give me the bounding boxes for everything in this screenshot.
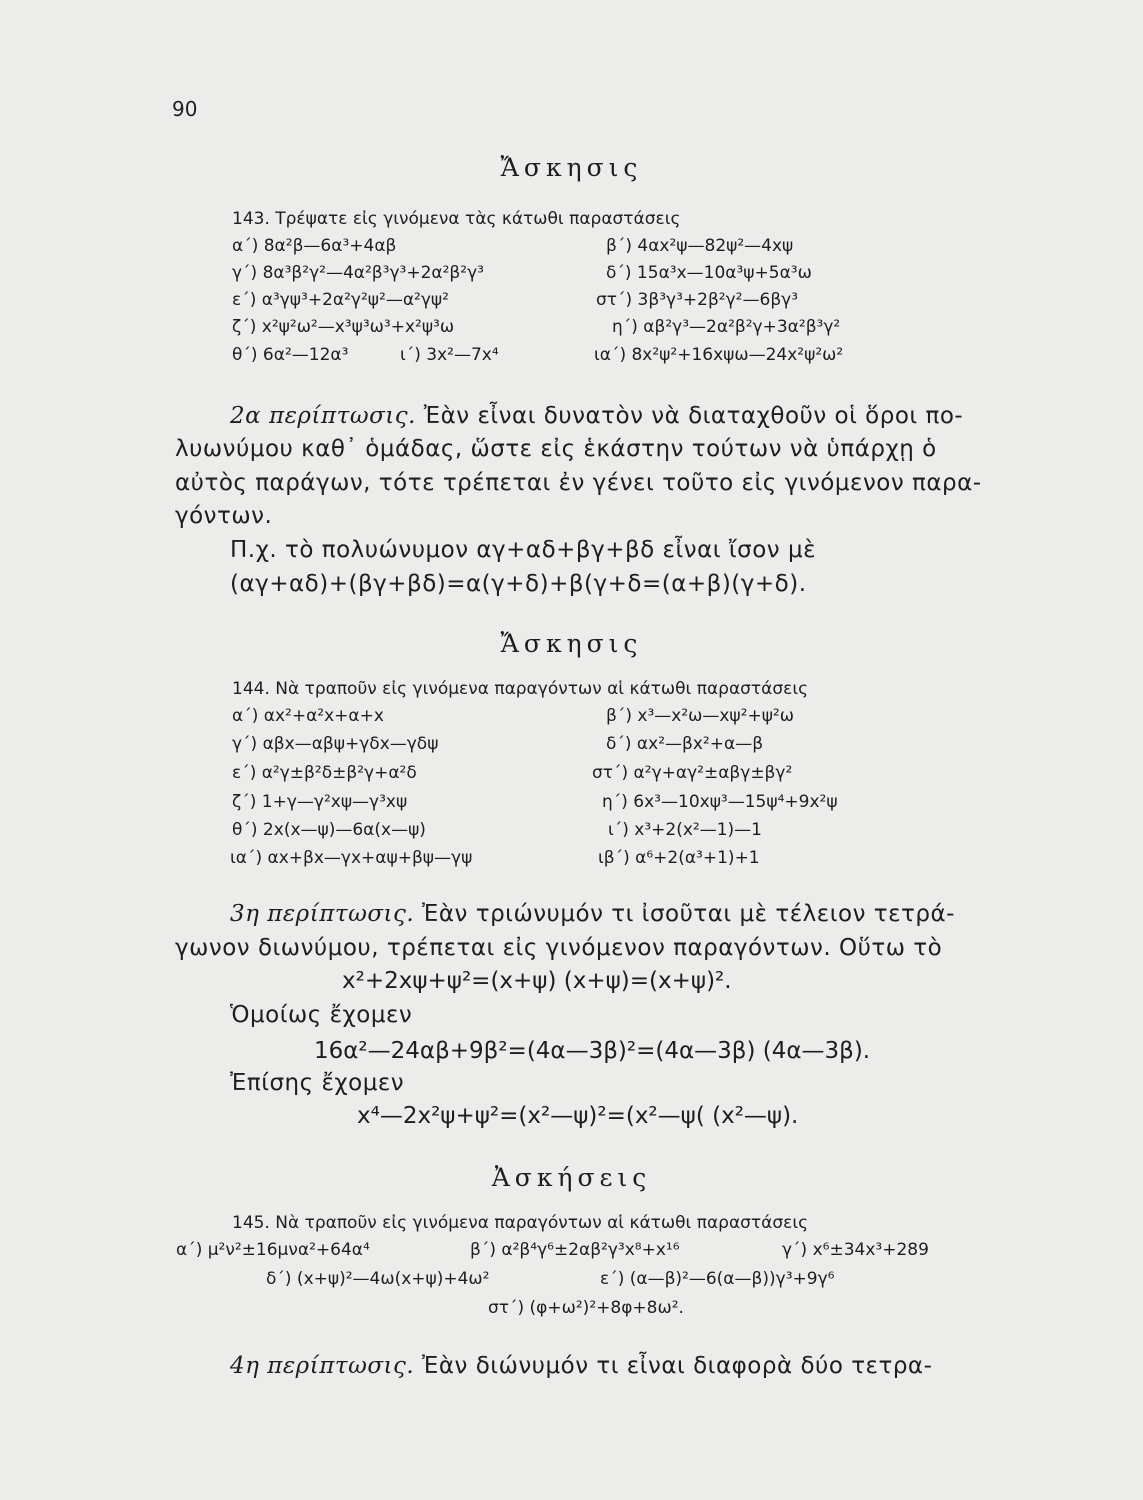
case-2-line-3: αὐτὸς παράγων, τότε τρέπεται ἐν γένει τοῦτο εἰς γινόμενον παρα-: [175, 470, 982, 496]
exercise-145-b: β΄) α²β⁴γ⁶±2αβ²γ³x⁸+x¹⁶: [470, 1240, 680, 1260]
case-2-line-1: [230, 403, 963, 429]
exercise-144-ib: ιβ΄) α⁶+2(α³+1)+1: [598, 848, 760, 868]
case-4-line-1: [230, 1353, 932, 1379]
case-2-text: Ἐὰν εἶναι δυνατὸν νὰ διαταχθοῦν οἱ ὅροι πο-: [423, 403, 964, 429]
case-3-equation-1: x²+2xψ+ψ²=(x+ψ) (x+ψ)=(x+ψ)².: [342, 968, 732, 994]
exercise-heading: Ἄσκησις: [500, 153, 643, 182]
exercise-143-z: ζ΄) x²ψ²ω²—x³ψ³ω³+x²ψ³ω: [232, 317, 455, 337]
exercise-145-a: α΄) μ²ν²±16μνα²+64α⁴: [176, 1240, 370, 1260]
case-2-line-5: Π.χ. τὸ πολυώνυμον αγ+αδ+βγ+βδ εἶναι ἴσον μὲ: [230, 537, 817, 563]
exercise-143-th: θ΄) 6α²—12α³: [232, 345, 349, 365]
page-number: 90: [172, 97, 198, 121]
exercise-143-intro: 143. Τρέψατε εἰς γινόμενα τὰς κάτωθι παραστάσεις: [232, 209, 681, 229]
exercise-143-st: στ΄) 3β³γ³+2β²γ²—6βγ³: [596, 290, 799, 310]
case-4-text: Ἐὰν διώνυμόν τι εἶναι διαφορὰ δύο τετρα-: [422, 1353, 933, 1379]
exercise-143-c: γ΄) 8α³β²γ²—4α²β³γ³+2α²β²γ³: [232, 263, 484, 283]
exercise-144-z: ζ΄) 1+γ—γ²xψ—γ³xψ: [232, 792, 408, 812]
exercise-143-ia: ια΄) 8x²ψ²+16xψω—24x²ψ²ω²: [594, 345, 844, 365]
exercise-144-a: α΄) αx²+α²x+α+x: [232, 706, 384, 726]
exercise-145-e: ε΄) (α—β)²—6(α—β))γ³+9γ⁶: [600, 1269, 835, 1289]
exercise-143-i: ι΄) 3x²—7x⁴: [400, 345, 499, 365]
case-4-title: 4η περίπτωσις.: [230, 1353, 415, 1379]
exercise-144-st: στ΄) α²γ+αγ²±αβγ±βγ²: [592, 763, 793, 783]
case-3-line-3: Ὁμοίως ἔχομεν: [230, 1002, 413, 1028]
exercise-144-b: β΄) x³—x²ω—xψ²+ψ²ω: [606, 706, 794, 726]
case-3-text: Ἐὰν τριώνυμόν τι ἰσοῦται μὲ τέλειον τετρά-: [422, 901, 955, 927]
exercise-145-c: γ΄) x⁶±34x³+289: [782, 1240, 929, 1260]
exercise-144-h: η΄) 6x³—10xψ³—15ψ⁴+9x²ψ: [602, 792, 838, 812]
exercise-144-intro: 144. Νὰ τραποῦν εἰς γινόμενα παραγόντων αἱ κάτωθι παραστάσεις: [232, 679, 809, 699]
exercise-144-d: δ΄) αx²—βx²+α—β: [606, 734, 764, 754]
exercise-145-d: δ΄) (x+ψ)²—4ω(x+ψ)+4ω²: [266, 1269, 490, 1289]
case-3-equation-3: x⁴—2x²ψ+ψ²=(x²—ψ)²=(x²—ψ( (x²—ψ).: [357, 1103, 799, 1129]
exercise-144-ia: ια΄) αx+βx—γx+αψ+βψ—γψ: [230, 848, 473, 868]
exercise-144-c: γ΄) αβx—αβψ+γδx—γδψ: [232, 734, 439, 754]
exercise-144-th: θ΄) 2x(x—ψ)—6α(x—ψ): [232, 820, 426, 840]
exercise-143-h: η΄) αβ²γ³—2α²β²γ+3α²β³γ²: [612, 317, 841, 337]
case-3-line-4: Ἐπίσης ἔχομεν: [230, 1070, 405, 1096]
case-3-title: 3η περίπτωσις.: [230, 901, 415, 927]
exercise-143-b: β΄) 4αx²ψ—82ψ²—4xψ: [606, 236, 794, 256]
case-2-title: 2α περίπτωσις.: [230, 403, 416, 429]
case-2-line-6: (αγ+αδ)+(βγ+βδ)=α(γ+δ)+β(γ+δ=(α+β)(γ+δ).: [230, 571, 807, 597]
exercises-heading: Ἀσκήσεις: [491, 1163, 652, 1192]
case-3-line-1: [230, 901, 955, 927]
exercise-145-intro: 145. Νὰ τραποῦν εἰς γινόμενα παραγόντων αἱ κάτωθι παραστάσεις: [232, 1213, 809, 1233]
exercise-143-d: δ΄) 15α³x—10α³ψ+5α³ω: [606, 263, 812, 283]
exercise-heading: Ἄσκησις: [500, 629, 643, 658]
exercise-143-e: ε΄) α³γψ³+2α²γ²ψ²—α²γψ²: [232, 290, 449, 310]
case-3-equation-2: 16α²—24αβ+9β²=(4α—3β)²=(4α—3β) (4α—3β).: [314, 1038, 871, 1064]
exercise-143-a: α΄) 8α²β—6α³+4αβ: [232, 236, 397, 256]
case-2-line-4: γόντων.: [175, 503, 273, 529]
exercise-144-e: ε΄) α²γ±β²δ±β²γ+α²δ: [232, 763, 417, 783]
exercise-144-i: ι΄) x³+2(x²—1)—1: [608, 820, 762, 840]
exercise-145-st: στ΄) (φ+ω²)²+8φ+8ω².: [488, 1298, 684, 1318]
case-3-line-2: γωνον διωνύμου, τρέπεται εἰς γινόμενον παραγόντων. Οὕτω τὸ: [175, 935, 943, 961]
case-2-line-2: λυωνύμου καθ᾽ ὁμάδας, ὥστε εἰς ἑκάστην τούτων νὰ ὑπάρχῃ ὁ: [175, 436, 937, 462]
